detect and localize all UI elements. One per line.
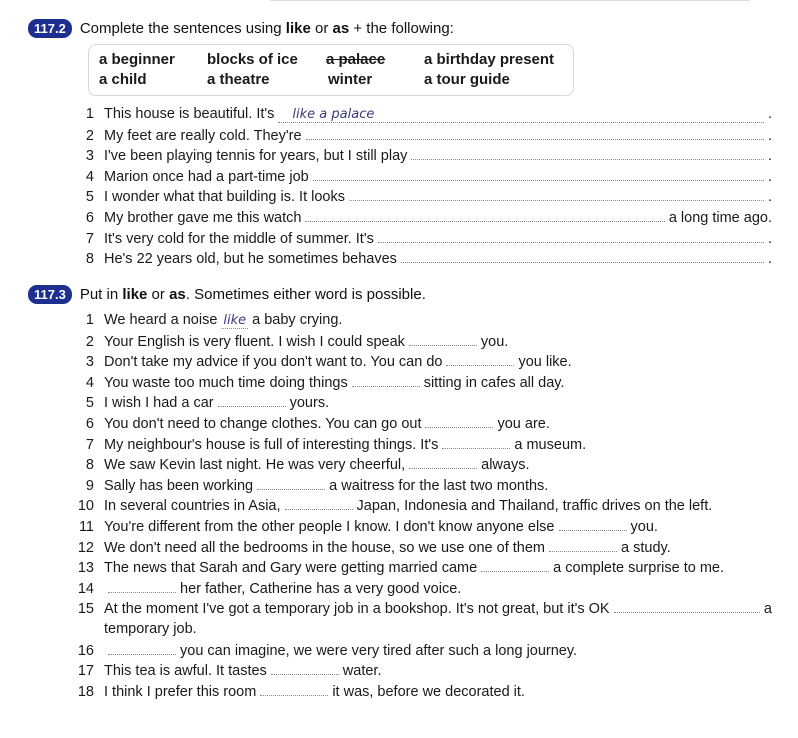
answer-blank[interactable] [409, 333, 477, 346]
sentence-end: . [767, 148, 772, 165]
answer-blank[interactable] [278, 106, 764, 123]
exercise-badge: 117.2 [28, 19, 72, 38]
answer-blank[interactable] [108, 642, 176, 655]
handwritten-answer: like [223, 313, 247, 328]
sentence-end: sitting in cafes all day. [423, 374, 565, 391]
sentence-text: I think I prefer this room [104, 683, 257, 700]
answer-blank[interactable] [614, 600, 760, 613]
item-number: 9 [85, 477, 94, 494]
sentence-end: a [763, 601, 772, 618]
sentence-row [76, 642, 772, 659]
sentence-row [76, 683, 772, 700]
item-number: 14 [77, 580, 94, 597]
answer-blank[interactable] [305, 209, 664, 222]
sentence-text: temporary job. [104, 621, 197, 637]
sentence-end: a baby crying. [252, 312, 343, 328]
answer-blank[interactable] [108, 580, 176, 593]
item-number: 12 [77, 539, 94, 556]
sentence-row [76, 559, 772, 576]
exercise-instruction: Put in like or as. Sometimes either word is possible. [79, 286, 426, 303]
item-number: 2 [85, 333, 94, 350]
sentence-text: At the moment I've got a temporary job in a bookshop. It's not great, but it's OK [104, 601, 610, 618]
sentence-end: it was, before we decorated it. [332, 683, 525, 700]
answer-blank[interactable] [221, 312, 248, 329]
answer-blank[interactable] [442, 436, 510, 449]
answer-blank[interactable] [271, 662, 339, 675]
item-number: 3 [85, 148, 94, 165]
handwritten-answer: like a palace [292, 107, 375, 122]
answer-blank[interactable] [378, 230, 764, 243]
sentence-text: My brother gave me this watch [104, 210, 302, 226]
item-number: 13 [77, 560, 94, 577]
answer-blank[interactable] [401, 250, 764, 263]
sentence-end: Japan, Indonesia and Thailand, traffic drives on the left. [356, 498, 713, 515]
exercise-instruction: Complete the sentences using like or as + the following: [79, 20, 454, 37]
sentence-row [76, 374, 772, 391]
sentence-row [76, 230, 772, 247]
sentence-end: a long time ago. [668, 210, 772, 226]
sentence-row [76, 662, 772, 679]
sentence-row [76, 127, 772, 144]
answer-blank[interactable] [559, 518, 627, 531]
sentence-row [76, 456, 772, 473]
sentence-row [76, 621, 772, 637]
sentence-end: you. [480, 333, 509, 350]
sentence-end: . [767, 251, 772, 268]
word-option: winter [328, 71, 373, 88]
sentence-text: Marion once had a part-time job [104, 168, 309, 185]
sentence-end: a waitress for the last two months. [329, 477, 549, 494]
sentence-text: This tea is awful. It tastes [104, 663, 267, 680]
sentence-end: you can imagine, we were very tired after such a long journey. [180, 642, 578, 659]
sentence-row [76, 209, 772, 226]
item-number: 17 [77, 663, 94, 680]
sentence-end: water. [342, 663, 382, 680]
sentence-end: always. [481, 457, 530, 474]
sentence-row [76, 580, 772, 597]
sentence-text: You're different from the other people I know. I don't know anyone else [104, 519, 555, 535]
sentence-end: you. [630, 519, 658, 535]
item-number: 8 [85, 251, 94, 268]
item-number: 11 [78, 519, 94, 535]
item-number: 4 [85, 374, 94, 391]
sentence-text: Don't take my advice if you don't want to. You can do [104, 354, 443, 371]
answer-blank[interactable] [352, 374, 420, 387]
item-number: 1 [85, 106, 94, 122]
item-number: 5 [85, 189, 94, 206]
word-option: a beginner [99, 51, 175, 68]
sentence-text: We don't need all the bedrooms in the house, so we use one of them [104, 539, 546, 556]
item-number: 4 [85, 168, 94, 185]
sentence-text: We heard a noise [104, 312, 218, 328]
exercise-117-2-header [28, 19, 454, 38]
item-number: 18 [77, 683, 94, 700]
sentence-row [76, 518, 772, 535]
answer-blank[interactable] [257, 477, 325, 490]
answer-blank[interactable] [285, 497, 353, 510]
item-number: 2 [85, 127, 94, 144]
item-number: 7 [85, 436, 94, 453]
sentence-row [76, 477, 772, 494]
item-number: 8 [85, 457, 94, 474]
sentence-text: In several countries in Asia, [104, 498, 281, 515]
sentence-row [76, 394, 772, 411]
word-option-used: a palace [326, 51, 386, 68]
word-box [88, 44, 574, 96]
sentence-row [76, 333, 772, 350]
sentence-text: He's 22 years old, but he sometimes behaves [104, 251, 397, 268]
answer-blank[interactable] [218, 394, 286, 407]
sentence-text: This house is beautiful. It's [104, 106, 275, 122]
sentence-row [76, 250, 772, 267]
sentence-text: My feet are really cold. They're [104, 127, 302, 144]
sentence-text: Sally has been working [104, 477, 254, 494]
sentence-text: It's very cold for the middle of summer. It's [104, 230, 374, 247]
item-number: 7 [85, 230, 94, 247]
item-number: 6 [85, 416, 94, 432]
sentence-row [76, 147, 772, 164]
answer-blank[interactable] [313, 168, 764, 181]
answer-blank[interactable] [260, 683, 328, 696]
answer-blank[interactable] [349, 188, 764, 201]
answer-blank[interactable] [409, 456, 477, 469]
sentence-row [76, 106, 772, 123]
sentence-end: a museum. [514, 436, 587, 453]
item-number: 1 [85, 312, 94, 328]
sentence-end: you are. [497, 416, 550, 432]
sentence-end: . [767, 106, 772, 122]
sentence-end: yours. [289, 395, 330, 412]
sentence-text: I wonder what that building is. It looks [104, 189, 345, 206]
sentence-row [76, 168, 772, 185]
sentence-row [76, 497, 772, 514]
sentence-row [76, 539, 772, 556]
sentence-text: We saw Kevin last night. He was very cheerful, [104, 457, 406, 474]
answer-blank[interactable] [481, 559, 549, 572]
sentence-text: You waste too much time doing things [104, 374, 348, 391]
item-number: 16 [77, 642, 94, 659]
answer-blank[interactable] [411, 147, 764, 160]
item-number: 15 [77, 601, 94, 618]
sentence-end: . [767, 168, 772, 185]
item-number: 6 [85, 210, 94, 226]
item-number: 5 [85, 395, 94, 412]
answer-blank[interactable] [446, 353, 514, 366]
sentence-end: her father, Catherine has a very good voice. [180, 580, 462, 597]
sentence-text: I've been playing tennis for years, but I still play [104, 148, 408, 165]
page-top-edge [0, 0, 798, 3]
answer-blank[interactable] [425, 415, 493, 428]
sentence-end: . [767, 127, 772, 144]
word-option: a birthday present [424, 51, 555, 68]
answer-blank[interactable] [549, 539, 617, 552]
sentence-row [76, 188, 772, 205]
sentence-text: I wish I had a car [104, 395, 214, 412]
sentence-row [76, 312, 772, 329]
sentence-row [76, 353, 772, 370]
sentence-row [76, 600, 772, 617]
answer-blank[interactable] [306, 127, 764, 140]
sentence-row [76, 436, 772, 453]
sentence-text: My neighbour's house is full of interesting things. It's [104, 436, 439, 453]
sentence-end: a complete surprise to me. [553, 560, 725, 577]
sentence-end: a study. [621, 539, 671, 556]
word-option: blocks of ice [207, 51, 298, 68]
word-option: a tour guide [424, 71, 510, 88]
sentence-text: The news that Sarah and Gary were getting married came [104, 560, 478, 577]
item-number: 3 [85, 354, 94, 371]
word-option: a theatre [207, 71, 270, 88]
exercise-117-3-header [28, 285, 426, 304]
sentence-row [76, 415, 772, 432]
sentence-end: . [767, 230, 772, 247]
exercise-badge: 117.3 [28, 285, 72, 304]
word-option: a child [99, 71, 147, 88]
sentence-end: . [767, 189, 772, 206]
sentence-text: You don't need to change clothes. You can go out [104, 416, 422, 432]
sentence-end: you like. [518, 354, 572, 371]
sentence-text: Your English is very fluent. I wish I could speak [104, 333, 405, 350]
item-number: 10 [77, 498, 94, 515]
